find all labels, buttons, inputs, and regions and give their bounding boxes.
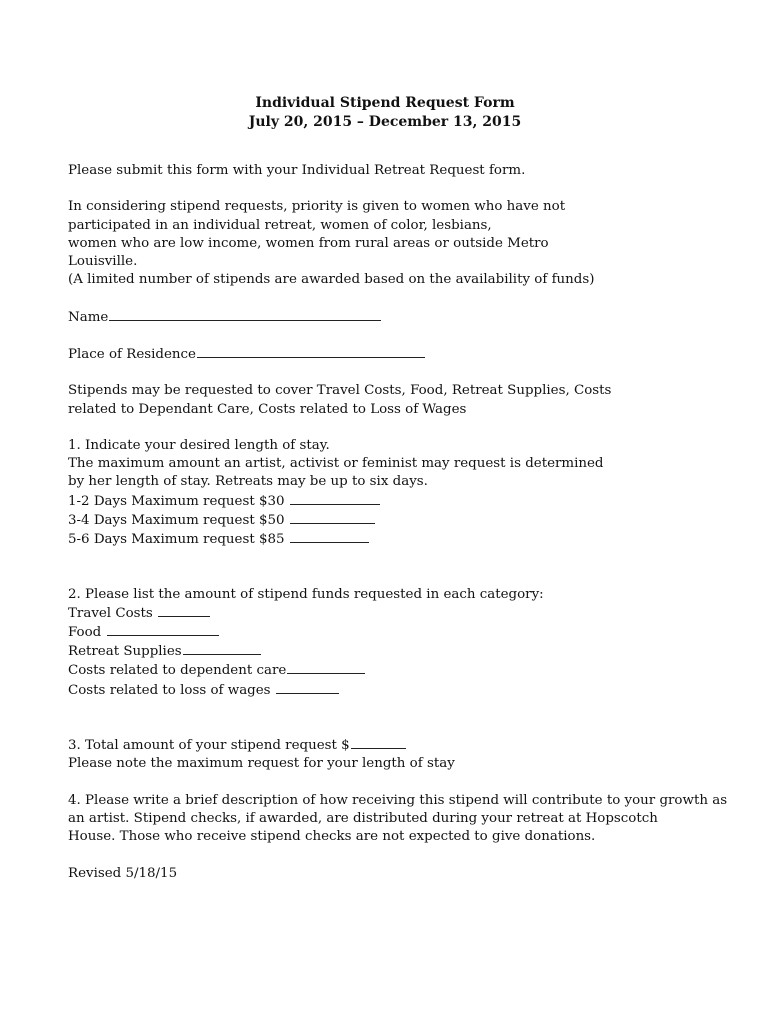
- category-field[interactable]: [183, 642, 261, 655]
- stay-option-field[interactable]: [290, 511, 375, 524]
- stay-option-label: 1-2 Days Maximum request $30: [68, 493, 289, 509]
- category-dependent-care: [68, 661, 708, 680]
- form-body: [68, 162, 728, 883]
- q4-line-2: an artist. Stipend checks, if awarded, are distributed during your retreat at Hopscotch: [68, 810, 658, 826]
- q1-note-2: by her length of stay. Retreats may be up to six days.: [68, 474, 428, 490]
- q3-note: Please note the maximum request for your length of stay: [68, 756, 455, 772]
- name-row: [68, 308, 708, 327]
- q1-note-1: The maximum amount an artist, activist or feminist may request is determined: [68, 456, 604, 472]
- form-title: Individual Stipend Request Form: [255, 95, 515, 111]
- intro-text: Please submit this form with your Individual Retreat Request form.: [68, 163, 526, 178]
- form-dates: July 20, 2015 – December 13, 2015: [248, 114, 522, 130]
- priority-line-4: Louisville.: [68, 254, 138, 269]
- revised-date: Revised 5/18/15: [68, 865, 178, 881]
- stay-option-field[interactable]: [290, 492, 380, 505]
- stay-option-label: 5-6 Days Maximum request $85: [68, 531, 289, 547]
- priority-line-1: In considering stipend requests, priority is given to women who have not: [68, 199, 566, 215]
- form-header: [0, 94, 770, 132]
- category-label: Costs related to loss of wages: [68, 682, 275, 698]
- category-travel-costs: [68, 604, 708, 623]
- priority-line-5: (A limited number of stipends are awarded based on the availability of funds): [68, 272, 595, 288]
- q4-line-1: 4. Please write a brief description of how receiving this stipend will contribute to your growth as: [68, 792, 728, 808]
- q3-row: [68, 736, 708, 755]
- category-field[interactable]: [107, 623, 219, 636]
- category-label: Costs related to dependent care: [68, 663, 287, 679]
- stipend-info-line-1: Stipends may be requested to cover Travel Costs, Food, Retreat Supplies, Costs: [68, 383, 612, 399]
- q4-line-3: House. Those who receive stipend checks are not expected to give donations.: [68, 829, 596, 845]
- category-food: [68, 623, 708, 642]
- priority-line-3: women who are low income, women from rural areas or outside Metro: [68, 235, 549, 251]
- stay-option-5-6-days: [68, 530, 708, 549]
- category-label: Travel Costs: [68, 605, 158, 621]
- category-retreat-supplies: [68, 642, 708, 661]
- stay-option-field[interactable]: [290, 530, 369, 543]
- category-field[interactable]: [276, 681, 339, 694]
- priority-line-2: participated in an individual retreat, women of color, lesbians,: [68, 217, 492, 233]
- total-amount-field[interactable]: [351, 736, 406, 749]
- name-label: Name: [68, 309, 109, 325]
- category-field[interactable]: [287, 661, 365, 674]
- name-field[interactable]: [109, 308, 381, 321]
- category-field[interactable]: [158, 604, 210, 617]
- category-label: Food: [68, 624, 106, 640]
- q2-heading: 2. Please list the amount of stipend funds requested in each category:: [68, 586, 544, 602]
- category-loss-of-wages: [68, 681, 708, 700]
- category-label: Retreat Supplies: [68, 644, 182, 660]
- stay-option-1-2-days: [68, 492, 708, 511]
- q1-heading: 1. Indicate your desired length of stay.: [68, 437, 330, 453]
- stay-option-3-4-days: [68, 511, 708, 530]
- residence-label: Place of Residence: [68, 346, 196, 362]
- residence-field[interactable]: [197, 345, 425, 358]
- stay-option-label: 3-4 Days Maximum request $50: [68, 512, 289, 528]
- q3-heading: 3. Total amount of your stipend request $: [68, 738, 350, 754]
- stipend-info-line-2: related to Dependant Care, Costs related to Loss of Wages: [68, 401, 467, 417]
- residence-row: [68, 345, 708, 364]
